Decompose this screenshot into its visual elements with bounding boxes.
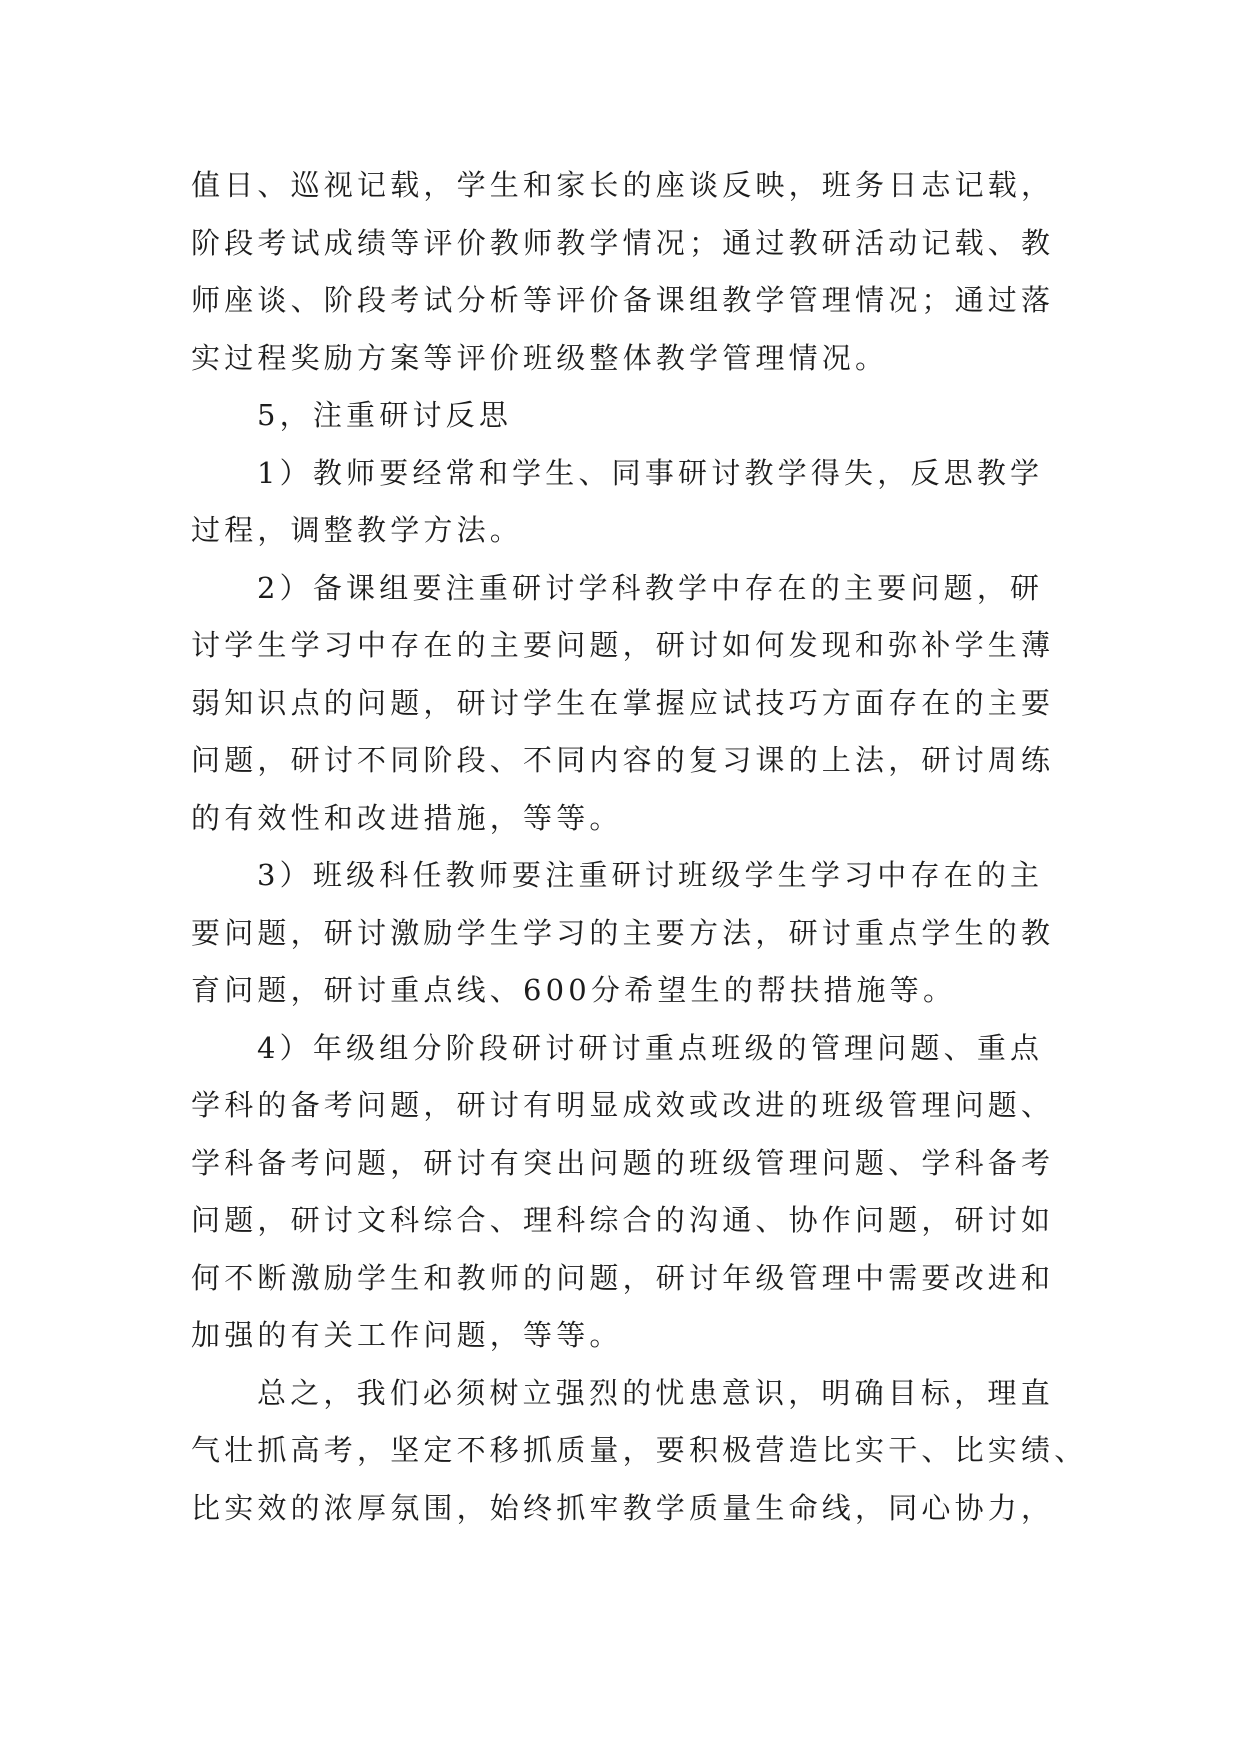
text-line: 讨学生学习中存在的主要问题，研讨如何发现和弥补学生薄 bbox=[191, 628, 1055, 662]
text-line: 值日、巡视记载，学生和家长的座谈反映，班务日志记载， bbox=[191, 168, 1055, 202]
text-line: 比实效的浓厚氛围，始终抓牢教学质量生命线，同心协力， bbox=[191, 1490, 1055, 1525]
text-line: 加强的有关工作问题，等等。 bbox=[191, 1318, 623, 1352]
section-heading: 5，注重研讨反思 bbox=[257, 398, 513, 432]
text-line: 阶段考试成绩等评价教师教学情况；通过教研活动记载、教 bbox=[191, 225, 1055, 260]
paragraph-start: 4）年级组分阶段研讨研讨重点班级的管理问题、重点 bbox=[257, 1030, 1044, 1065]
text-line: 问题，研讨不同阶段、不同内容的复习课的上法，研讨周练 bbox=[191, 743, 1055, 777]
text-line: 何不断激励学生和教师的问题，研讨年级管理中需要改进和 bbox=[191, 1260, 1055, 1295]
text-line: 育问题，研讨重点线、600分希望生的帮扶措施等。 bbox=[191, 973, 957, 1007]
text-line: 的有效性和改进措施，等等。 bbox=[191, 800, 623, 835]
text-line: 实过程奖励方案等评价班级整体教学管理情况。 bbox=[191, 340, 889, 375]
paragraph-start: 1）教师要经常和学生、同事研讨教学得失，反思教学 bbox=[257, 455, 1044, 490]
text-line: 要问题，研讨激励学生学习的主要方法，研讨重点学生的教 bbox=[191, 915, 1055, 950]
paragraph-start: 总之，我们必须树立强烈的忧患意识，明确目标，理直 bbox=[257, 1375, 1054, 1410]
text-line: 过程，调整教学方法。 bbox=[191, 513, 524, 547]
text-line: 问题，研讨文科综合、理科综合的沟通、协作问题，研讨如 bbox=[191, 1203, 1055, 1237]
text-line: 弱知识点的问题，研讨学生在掌握应试技巧方面存在的主要 bbox=[191, 685, 1055, 720]
paragraph-start: 2）备课组要注重研讨学科教学中存在的主要问题，研 bbox=[257, 570, 1044, 605]
text-line: 气壮抓高考，坚定不移抓质量，要积极营造比实干、比实绩、 bbox=[191, 1433, 1088, 1467]
text-line: 学科备考问题，研讨有突出问题的班级管理问题、学科备考 bbox=[191, 1145, 1055, 1180]
text-line: 学科的备考问题，研讨有明显成效或改进的班级管理问题、 bbox=[191, 1088, 1055, 1122]
paragraph-start: 3）班级科任教师要注重研讨班级学生学习中存在的主 bbox=[257, 858, 1044, 892]
body-text bbox=[191, 157, 1088, 1537]
text-line: 师座谈、阶段考试分析等评价备课组教学管理情况；通过落 bbox=[191, 283, 1055, 317]
